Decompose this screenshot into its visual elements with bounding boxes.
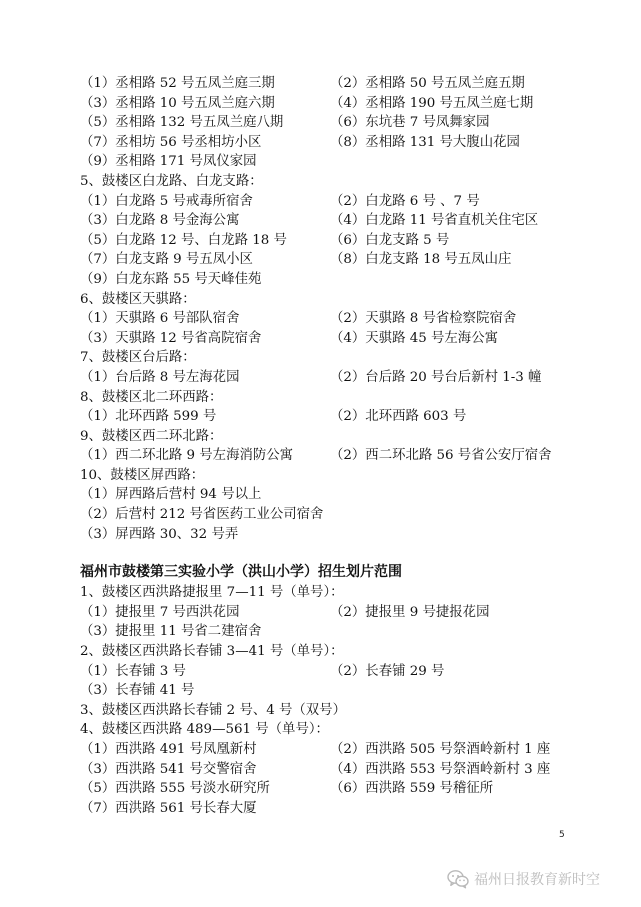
list-item: （2）白龙路 6 号 、7 号 — [330, 193, 480, 209]
list-item: （1）西洪路 491 号凤凰新村 — [80, 742, 257, 757]
list-item: （2）丞相路 50 号五凤兰庭五期 — [330, 76, 525, 91]
list-item: （7）白龙支路 9 号五凤小区 — [80, 252, 253, 268]
list-item: （8）丞相路 131 号大腹山花园 — [330, 134, 520, 150]
list-item: （2）北环西路 603 号 — [330, 409, 467, 425]
list-item: 3、鼓楼区西洪路长春铺 2 号、4 号（双号） — [80, 702, 346, 718]
list-item: 4、鼓楼区西洪路 489—561 号（单号）： — [80, 722, 329, 738]
text-line — [80, 485, 580, 505]
text-line — [80, 525, 580, 545]
text-line — [80, 466, 580, 486]
wechat-icon — [447, 869, 469, 889]
text-line-two-column — [80, 309, 580, 329]
list-item: （2）西二环北路 56 号省公安厅宿舍 — [330, 448, 552, 464]
list-item: （4）白龙路 11 号省直机关住宅区 — [330, 213, 539, 229]
list-item: （8）白龙支路 18 号五凤山庄 — [330, 252, 512, 268]
text-line-two-column — [80, 94, 580, 114]
list-item: （1）西二环北路 9 号左海消防公寓 — [80, 448, 294, 464]
list-item: （2）西洪路 505 号祭酒岭新村 1 座 — [330, 742, 551, 757]
text-line — [80, 152, 580, 172]
text-line — [80, 701, 580, 721]
list-item: （2）捷报里 9 号捷报花园 — [330, 604, 490, 620]
text-line — [80, 348, 580, 368]
list-item: （4）天骐路 45 号左海公寓 — [330, 330, 498, 346]
text-line — [80, 290, 580, 310]
list-item: （3）捷报里 11 号省二建宿舍 — [80, 624, 262, 640]
list-item: （3）长春铺 41 号 — [80, 683, 195, 699]
text-line — [80, 720, 580, 740]
section-heading: 福州市鼓楼第三实验小学（洪山小学）招生划片范围 — [80, 564, 402, 581]
text-line — [80, 270, 580, 290]
list-item: （1）长春铺 3 号 — [80, 663, 186, 679]
text-line-two-column — [80, 74, 580, 94]
text-line-two-column — [80, 211, 580, 231]
text-line-two-column — [80, 662, 580, 682]
list-item: （1）天骐路 6 号部队宿舍 — [80, 311, 240, 327]
list-item: （4）丞相路 190 号五凤兰庭七期 — [330, 95, 534, 111]
list-item: （1）北环西路 599 号 — [80, 409, 217, 425]
list-item: （1）丞相路 52 号五凤兰庭三期 — [80, 76, 275, 91]
watermark-text: 福州日报教育新时空 — [474, 872, 600, 888]
list-item: （5）西洪路 555 号淡水研究所 — [80, 781, 270, 797]
list-item: （3）白龙路 8 号金海公寓 — [80, 213, 240, 229]
text-line — [80, 388, 580, 408]
text-line-two-column — [80, 603, 580, 623]
list-item: （1）白龙路 5 号戒毒所宿舍 — [80, 193, 253, 209]
text-line-two-column — [80, 113, 580, 133]
list-item: （2）天骐路 8 号省检察院宿舍 — [330, 311, 517, 327]
list-item: （6）西洪路 559 号稽征所 — [330, 781, 494, 797]
watermark — [447, 868, 600, 890]
list-item: （3）丞相路 10 号五凤兰庭六期 — [80, 95, 275, 111]
list-item: （2）长春铺 29 号 — [330, 663, 445, 679]
text-line — [80, 681, 580, 701]
text-line — [80, 642, 580, 662]
list-item: （6）东坑巷 7 号凤舞家园 — [330, 115, 490, 131]
text-line-two-column — [80, 368, 580, 388]
text-line — [80, 622, 580, 642]
text-line — [80, 427, 580, 447]
text-line-two-column — [80, 133, 580, 153]
list-item: 2、鼓楼区西洪路长春铺 3—41 号（单号）： — [80, 644, 344, 660]
list-item: （5）丞相路 132 号五凤兰庭八期 — [80, 115, 284, 131]
text-line — [80, 583, 580, 603]
text-line — [80, 505, 580, 525]
list-item: （7）西洪路 561 号长春大厦 — [80, 800, 257, 816]
text-line-two-column — [80, 250, 580, 270]
document-body — [80, 74, 580, 818]
list-item: 8、鼓楼区北二环西路： — [80, 389, 223, 405]
text-line-two-column — [80, 446, 580, 466]
list-item: （1）捷报里 7 号西洪花园 — [80, 604, 240, 620]
list-item: （7）丞相坊 56 号丞相坊小区 — [80, 134, 262, 150]
list-item: 6、鼓楼区天骐路： — [80, 291, 196, 307]
list-item: 1、鼓楼区西洪路捷报里 7—11 号（单号）： — [80, 585, 344, 601]
list-item: （2）后营村 212 号省医药工业公司宿舍 — [80, 507, 324, 523]
text-line-two-column — [80, 760, 580, 780]
list-item: （3）西洪路 541 号交警宿舍 — [80, 761, 257, 777]
list-item: （2）台后路 20 号台后新村 1-3 幢 — [330, 369, 542, 385]
list-item: （1）屏西路后营村 94 号以上 — [80, 487, 262, 503]
list-item: 5、鼓楼区白龙路、白龙支路： — [80, 173, 263, 189]
list-item: 7、鼓楼区台后路： — [80, 350, 196, 366]
text-line-two-column — [80, 192, 580, 212]
page-number: 5 — [559, 830, 565, 840]
text-line-two-column — [80, 407, 580, 427]
text-line — [80, 172, 580, 192]
text-line-two-column — [80, 231, 580, 251]
list-item: （9）丞相路 171 号凤仪家园 — [80, 154, 257, 170]
list-item: （3）天骐路 12 号省高院宿舍 — [80, 330, 262, 346]
text-line-two-column — [80, 779, 580, 799]
list-item: （1）台后路 8 号左海花园 — [80, 369, 240, 385]
list-item: 10、鼓楼区屏西路： — [80, 467, 205, 483]
list-item: （6）白龙支路 5 号 — [330, 232, 450, 248]
section-gap — [80, 544, 580, 561]
list-item: 9、鼓楼区西二环北路： — [80, 428, 223, 444]
text-line-two-column — [80, 740, 580, 760]
text-line-two-column — [80, 329, 580, 349]
list-item: （4）西洪路 553 号祭酒岭新村 3 座 — [330, 761, 551, 777]
text-line — [80, 799, 580, 819]
list-item: （9）白龙东路 55 号天峰佳苑 — [80, 271, 262, 287]
list-item: （3）屏西路 30、32 号弄 — [80, 526, 239, 542]
list-item: （5）白龙路 12 号、白龙路 18 号 — [80, 232, 287, 248]
